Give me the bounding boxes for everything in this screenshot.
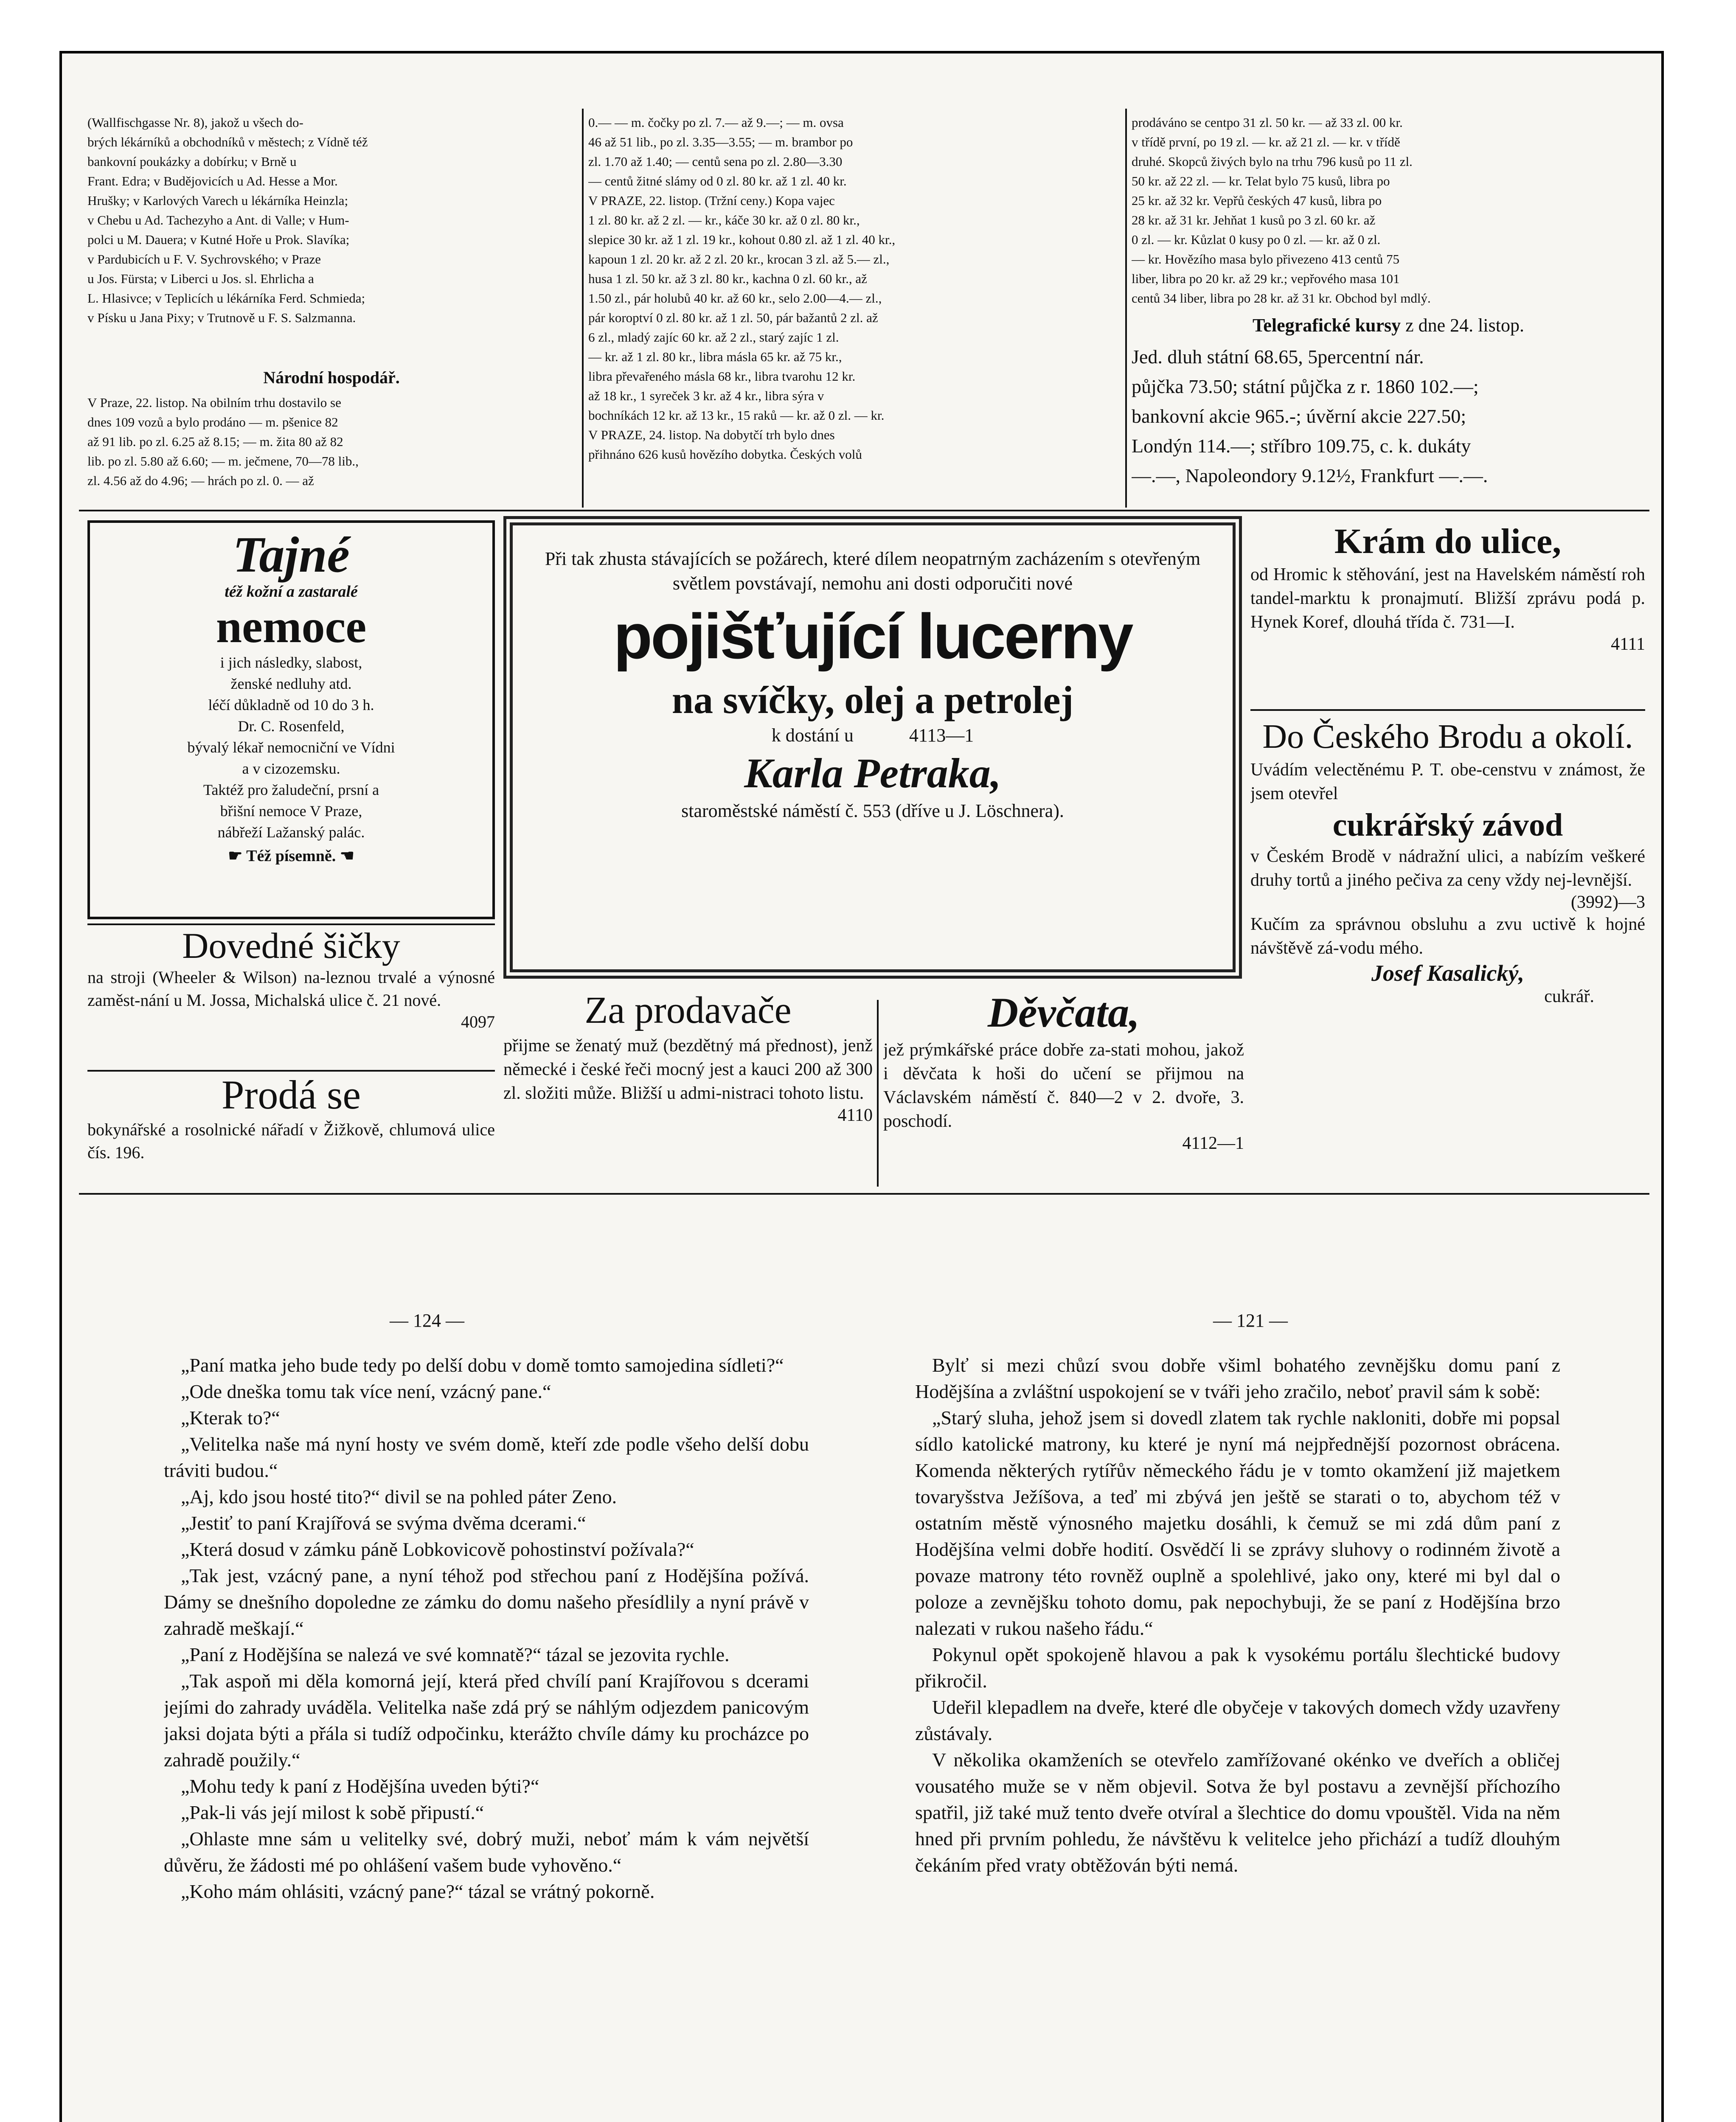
ad-lucerny-code: 4113—1	[909, 725, 974, 746]
text-line: (Wallfischgasse Nr. 8), jakož u všech do-	[87, 115, 303, 130]
text-line: až 91 lib. po zl. 6.25 až 8.15; — m. žita 80 až 82	[87, 434, 343, 449]
ad-tajne-line: i jich následky, slabost,	[220, 654, 362, 671]
telegraph-line: bankovní akcie 965.-; úvěrní akcie 227.50;	[1132, 405, 1466, 427]
text-line: 6 zl., mladý zajíc 60 kr. až 2 zl., starý zajíc 1 zl.	[588, 330, 839, 345]
ad-brod-title2: cukrářský závod	[1332, 807, 1563, 843]
divider	[1125, 109, 1127, 508]
col3-text	[1132, 113, 1645, 312]
ad-lucerny-title: pojišťující lucerny	[613, 601, 1132, 672]
ad-tajne-line: Dr. C. Rosenfeld,	[238, 718, 345, 735]
ad-proda-text: bokynářské a rosolnické nářadí v Žižkově, chlumová ulice čís. 196.	[87, 1120, 495, 1162]
ad-tajne-sub: též kožní a zastaralé	[225, 583, 358, 601]
ad-brod-text1: Uvádím velectěnému P. T. obe-censtvu v známost, že jsem otevřel	[1250, 760, 1645, 803]
ad-sicky-code: 4097	[461, 1012, 495, 1031]
ad-tajne-line: bývalý lékař nemocniční ve Vídni	[187, 739, 395, 756]
text-line: 1 zl. 80 kr. až 2 zl. — kr., káče 30 kr. až 0 zl. 80 kr.,	[588, 213, 860, 227]
ad-prodavac	[503, 987, 873, 1187]
text-line: 25 kr. až 32 kr. Vepřů českých 47 kusů, libra po	[1132, 193, 1382, 208]
ad-devcata-text: jež prýmkářské práce dobře za-stati mohou, jakož i děvčata k hoši do učení se přijmou na Václavském náměstí č. 840—2 v 2. dvoře, 3. poschodí.	[883, 1040, 1244, 1131]
ad-lucerny-sub: na svíčky, olej a petrolej	[671, 678, 1074, 721]
text-line: L. Hlasivce; v Teplicích u lékárníka Ferd. Schmieda;	[87, 291, 365, 306]
text-line: 0 zl. — kr. Kůzlat 0 kusy po 0 zl. — kr. až 0 zl.	[1132, 232, 1381, 247]
story-paragraph: „Aj, kdo jsou hosté tito?“ divil se na pohled páter Zeno.	[181, 1486, 617, 1507]
story-right-column	[915, 1352, 1560, 2122]
ad-proda	[87, 1070, 495, 1180]
ad-brod-text2: v Českém Brodě v nádražní ulici, a nabízím veškeré druhy tortů a jiného pečiva za ceny vždy nej-levnější.	[1250, 847, 1645, 890]
telegraph-line: půjčka 73.50; státní půjčka z r. 1860 102.—;	[1132, 376, 1479, 397]
story-paragraph: V několika okamženích se otevřelo zamřížované okénko ve dveřích a obličej vousatého muže se v něm objevil. Sotva že byl postavu a zevnější příchozího spatřil, již také muž tento dveře otvíral a šlechtice do domu vpouštěl. Vida na něm hned při prvním pohledu, že návštěvu k velitelce jeho přichází a tudíž dlouhým čekáním před vraty obtěžován býti nemá.	[915, 1749, 1560, 1876]
pointing-hand-icon: ☛	[228, 847, 247, 865]
divider	[79, 1193, 1649, 1195]
text-line: lib. po zl. 5.80 až 6.60; — m. ječmene, 70—78 lib.,	[87, 454, 359, 469]
story-paragraph: „Koho mám ohlásiti, vzácný pane?“ tázal se vrátný pokorně.	[181, 1881, 655, 1902]
text-line: slepice 30 kr. až 1 zl. 19 kr., kohout 0.80 zl. až 1 zl. 40 kr.,	[588, 232, 896, 247]
divider	[79, 510, 1649, 511]
pointing-hand-icon: ☚	[336, 847, 354, 865]
ad-brod	[1250, 716, 1645, 1187]
text-line: Hrušky; v Karlových Varech u lékárníka Heinzla;	[87, 193, 348, 208]
divider	[877, 1000, 879, 1187]
text-line: druhé. Skopců živých bylo na trhu 796 kusů po 11 zl.	[1132, 154, 1413, 169]
story-paragraph: „Jestiť to paní Krajířová se svýma dvěma dcerami.“	[181, 1512, 586, 1534]
divider	[1250, 709, 1645, 711]
left-page-number: — 124 —	[390, 1310, 464, 1331]
ad-prodavac-text: přijme se ženatý muž (bezdětný má přednost), jenž německé i české řeči mocný jest a kauci 200 až 300 zl. složiti může. Bližší u admi-nistraci tohoto listu.	[503, 1036, 873, 1103]
text-line: — kr. Hovězího masa bylo přivezeno 413 centů 75	[1132, 252, 1400, 267]
ad-lucerny-avail	[542, 723, 1203, 748]
ad-brod-text3: Kučím za správnou obsluhu a zvu uctivě k hojné návštěvě zá-vodu mého.	[1250, 915, 1645, 958]
ad-tajne-line: nábřeží Lažanský palác.	[217, 824, 365, 841]
ad-kram-title: Krám do ulice,	[1334, 522, 1562, 561]
divider	[582, 109, 584, 508]
story-paragraph: „Ode dneška tomu tak více není, vzácný pane.“	[181, 1381, 551, 1402]
text-line: kapoun 1 zl. 20 kr. až 2 zl. 20 kr., krocan 3 zl. až 5.— zl.,	[588, 252, 890, 267]
story-paragraph: „Ohlaste mne sám u velitelky své, dobrý muži, neboť mám k vám největší důvěru, že žádosti mé po ohlášení vašem bude vyhověno.“	[164, 1828, 809, 1876]
text-line: bankovní poukázky a dobírku; v Brně u	[87, 154, 297, 169]
ad-kram-text: od Hromic k stěhování, jest na Havelském náměstí roh tandel-marktu k pronajmutí. Bližší zprávu podá p. Hynek Koref, dlouhá třída č. 731—I.	[1250, 565, 1645, 632]
ad-devcata-code: 4112—1	[1182, 1134, 1244, 1153]
story-paragraph: „Pak-li vás její milost k sobě připustí.“	[181, 1802, 484, 1823]
telegraph-date: z dne 24. listop.	[1405, 315, 1524, 336]
text-line: 1.50 zl., pár holubů 40 kr. až 60 kr., selo 2.00—4.— zl.,	[588, 291, 882, 306]
ad-kram	[1250, 520, 1645, 703]
ad-sicky	[87, 923, 495, 1064]
ad-tajne-line: břišní nemoce V Praze,	[220, 803, 362, 820]
text-line: dnes 109 vozů a bylo prodáno — m. pšenice 82	[87, 415, 338, 429]
text-line: pár koroptví 0 zl. 80 kr. až 1 zl. 50, pár bažantů 2 zl. až	[588, 310, 878, 325]
text-line: polci u M. Dauera; v Kutné Hoře u Prok. Slavíka;	[87, 232, 350, 247]
text-line: přihnáno 626 kusů hovězího dobytka. Českých volů	[588, 447, 862, 462]
ad-lucerny	[503, 516, 1242, 979]
telegraph-line: Londýn 114.—; stříbro 109.75, c. k. dukáty	[1132, 435, 1471, 457]
ad-tajne-title2: nemoce	[216, 601, 367, 652]
text-line: v Chebu u Ad. Tachezyho a Ant. di Valle; v Hum-	[87, 213, 349, 227]
story-paragraph: „Mohu tedy k paní z Hodějšína uveden býti?“	[181, 1775, 539, 1797]
ad-proda-title: Prodá se	[222, 1072, 361, 1117]
ad-tajne-lines	[98, 652, 485, 843]
ad-devcata-title: Děvčata,	[987, 989, 1140, 1036]
text-line: prodáváno se centpo 31 zl. 50 kr. — až 33 zl. 00 kr.	[1132, 115, 1403, 130]
ad-tajne-line: léčí důkladně od 10 do 3 h.	[208, 696, 374, 713]
story-paragraph: Pokynul opět spokojeně hlavou a pak k vysokému portálu šlechtické budovy přikročil.	[915, 1644, 1560, 1692]
story-paragraph: „Tak aspoň mi děla komorná její, která před chvílí paní Krajířovou s dcerami jejími do zahrady uváděla. Velitelka naše zdá prý se náhlým odjezdem panicovým jaksi dojata býti a přála si tudíž odpočinku, kterážto chvíle dámy ku procházce po zahradě použily.“	[164, 1670, 809, 1771]
text-line: zl. 1.70 až 1.40; — centů sena po zl. 2.80—3.30	[588, 154, 843, 169]
ad-tajne-line: ženské nedluhy atd.	[230, 675, 352, 692]
text-line: 46 až 51 lib., po zl. 3.35—3.55; — m. brambor po	[588, 135, 853, 149]
telegraph-line: —.—, Napoleondory 9.12½, Frankfurt —.—.	[1132, 465, 1488, 486]
story-left-column	[164, 1352, 809, 2122]
story-paragraph: „Tak jest, vzácný pane, a nyní téhož pod střechou paní z Hodějšína požívá. Dámy se dnešního dopoledne ze zámku do domu našeho přesídlily a nyní právě v zahradě meškají.“	[164, 1565, 809, 1639]
ad-tajne	[87, 520, 495, 919]
ad-kram-code: 4111	[1611, 634, 1645, 654]
text-line: libra převařeného másla 68 kr., libra tvarohu 12 kr.	[588, 369, 856, 384]
story-paragraph: „Starý sluha, jehož jsem si dovedl zlatem tak rychle nakloniti, dobře mi popsal sídlo katolické matrony, ku které je nyní má nejpřednější pozornost obrácena. Komenda některých rytířův německého řádu je v tomto okamžení již majetkem tovaryšstva Ježíšova, a teď mi zbývá jen ještě se starati o to, abychom též v ostatním městě výnosného majetku dosáhli, k čemuž se mi zdá dům paní z Hodějšína velmi dobře hodití. Osvědčí li se zprávy sluhovy o rodinném životě a povaze matrony této rovněž ouplně a spolehlivé, jako ony, které mi byl dal o poloze a zevnějšku tohoto domu, pak nepochybuji, že se paní z Hodějšína brzo nalezati v rukou našeho řádu.“	[915, 1407, 1560, 1639]
text-line: v Písku u Jana Pixy; v Trutnově u F. S. Salzmanna.	[87, 310, 356, 325]
text-line: v třídě první, po 19 zl. — kr. až 21 zl. — kr. v třídě	[1132, 135, 1400, 149]
ad-lucerny-name: Karla Petraka,	[744, 749, 1001, 797]
ad-lucerny-address: staroměstské náměstí č. 553 (dříve u J. Löschnera).	[681, 800, 1064, 821]
story-paragraph: „Paní z Hodějšína se nalezá ve své komnatě?“ tázal se jezovita rychle.	[181, 1644, 730, 1665]
text-line: až 18 kr., 1 syreček 3 kr. až 4 kr., libra sýra v	[588, 388, 824, 403]
telegraph-header	[1132, 314, 1645, 340]
ad-tajne-line: a v cizozemsku.	[242, 760, 340, 777]
ad-brod-title: Do Českého Brodu a okolí.	[1262, 718, 1633, 755]
story-paragraph: „Která dosud v zámku páně Lobkovicově pohostinství požívala?“	[181, 1538, 694, 1560]
text-line: brých lékárníků a obchodníků v městech; z Vídně též	[87, 135, 368, 149]
story-paragraph: „Velitelka naše má nyní hosty ve svém domě, kteří zde podle všeho delší dobu tráviti budou.“	[164, 1433, 809, 1481]
ad-sicky-text: na stroji (Wheeler & Wilson) na-leznou trvalé a výnosné zaměst-nání u M. Jossa, Michalská ulice č. 21 nové.	[87, 968, 495, 1010]
story-paragraph: Bylť si mezi chůzí svou dobře všiml bohatého zevnějšku domu paní z Hodějšína a zvláštní uspokojení se v tváři jeho zračilo, neboť pravil sám k sobě:	[915, 1354, 1560, 1402]
ad-brod-code: (3992)—3	[1571, 893, 1645, 912]
text-line: centů 34 liber, libra po 28 kr. až 31 kr. Obchod byl mdlý.	[1132, 291, 1431, 306]
story-paragraph: Udeřil klepadlem na dveře, které dle obyčeje v takových domech vždy uzavřeny zůstávaly.	[915, 1696, 1560, 1744]
ad-brod-signature: Josef Kasalický,	[1371, 960, 1524, 986]
story-paragraph: „Paní matka jeho bude tedy po delší dobu v domě tomto samojedina sídleti?“	[181, 1354, 784, 1376]
ad-tajne-line: Taktéž pro žaludeční, prsní a	[203, 781, 379, 798]
text-line: — kr. až 1 zl. 80 kr., libra másla 65 kr. až 75 kr.,	[588, 349, 842, 364]
col1-market-text	[87, 393, 576, 503]
ad-lucerny-avail-text: k dostání u	[771, 725, 854, 746]
telegraph-rates	[1132, 342, 1645, 503]
text-line: v Pardubicích u F. V. Sychrovského; v Praze	[87, 252, 321, 267]
text-line: 28 kr. až 31 kr. Jehňat 1 kusů po 3 zl. 60 kr. až	[1132, 213, 1376, 227]
ad-lucerny-intro: Při tak zhusta stávajících se požárech, které dílem neopatrným zacházením s otevřeným světlem povstávají, nemohu ani dosti odporučiti nové	[545, 548, 1201, 594]
text-line: — centů žitné slámy od 0 zl. 80 kr. až 1 zl. 40 kr.	[588, 174, 847, 188]
text-line: 0.— — m. čočky po zl. 7.— až 9.—; — m. ovsa	[588, 115, 844, 130]
ad-devcata	[883, 987, 1244, 1187]
text-line: V PRAZE, 24. listop. Na dobytčí trh bylo dnes	[588, 427, 835, 442]
text-line: liber, libra po 20 kr. až 29 kr.; vepřového masa 101	[1132, 271, 1400, 286]
text-line: Frant. Edra; v Budějovicích u Ad. Hesse a Mor.	[87, 174, 338, 188]
col2-text	[588, 113, 1119, 503]
text-line: V Praze, 22. listop. Na obilním trhu dostavilo se	[87, 395, 341, 410]
ad-prodavac-title: Za prodavače	[584, 989, 792, 1031]
text-line: husa 1 zl. 50 kr. až 3 zl. 80 kr., kachna 0 zl. 60 kr., až	[588, 271, 867, 286]
ad-tajne-footer-text: Též písemně.	[246, 847, 336, 865]
ad-prodavac-code: 4110	[837, 1106, 873, 1125]
telegraph-title: Telegrafické kursy	[1253, 315, 1401, 336]
ad-brod-role: cukrář.	[1544, 987, 1594, 1006]
col1-heading: Národní hospodář.	[263, 368, 400, 387]
text-line: u Jos. Fürsta; v Liberci u Jos. sl. Ehrlicha a	[87, 271, 314, 286]
text-line: zl. 4.56 až do 4.96; — hrách po zl. 0. — až	[87, 473, 314, 488]
ad-tajne-footer	[98, 846, 485, 865]
story-paragraph: „Kterak to?“	[181, 1407, 280, 1429]
ad-tajne-title: Tajné	[233, 526, 350, 583]
ad-sicky-title: Dovedné šičky	[87, 923, 495, 966]
col1-text	[87, 113, 576, 376]
right-page-number: — 121 —	[1213, 1310, 1288, 1331]
text-line: V PRAZE, 22. listop. (Tržní ceny.) Kopa vajec	[588, 193, 835, 208]
text-line: bochníkách 12 kr. až 13 kr., 15 raků — kr. až 0 zl. — kr.	[588, 408, 885, 423]
text-line: 50 kr. až 22 zl. — kr. Telat bylo 75 kusů, libra po	[1132, 174, 1390, 188]
telegraph-line: Jed. dluh státní 68.65, 5percentní nár.	[1132, 346, 1424, 368]
newspaper-page	[59, 51, 1664, 2122]
